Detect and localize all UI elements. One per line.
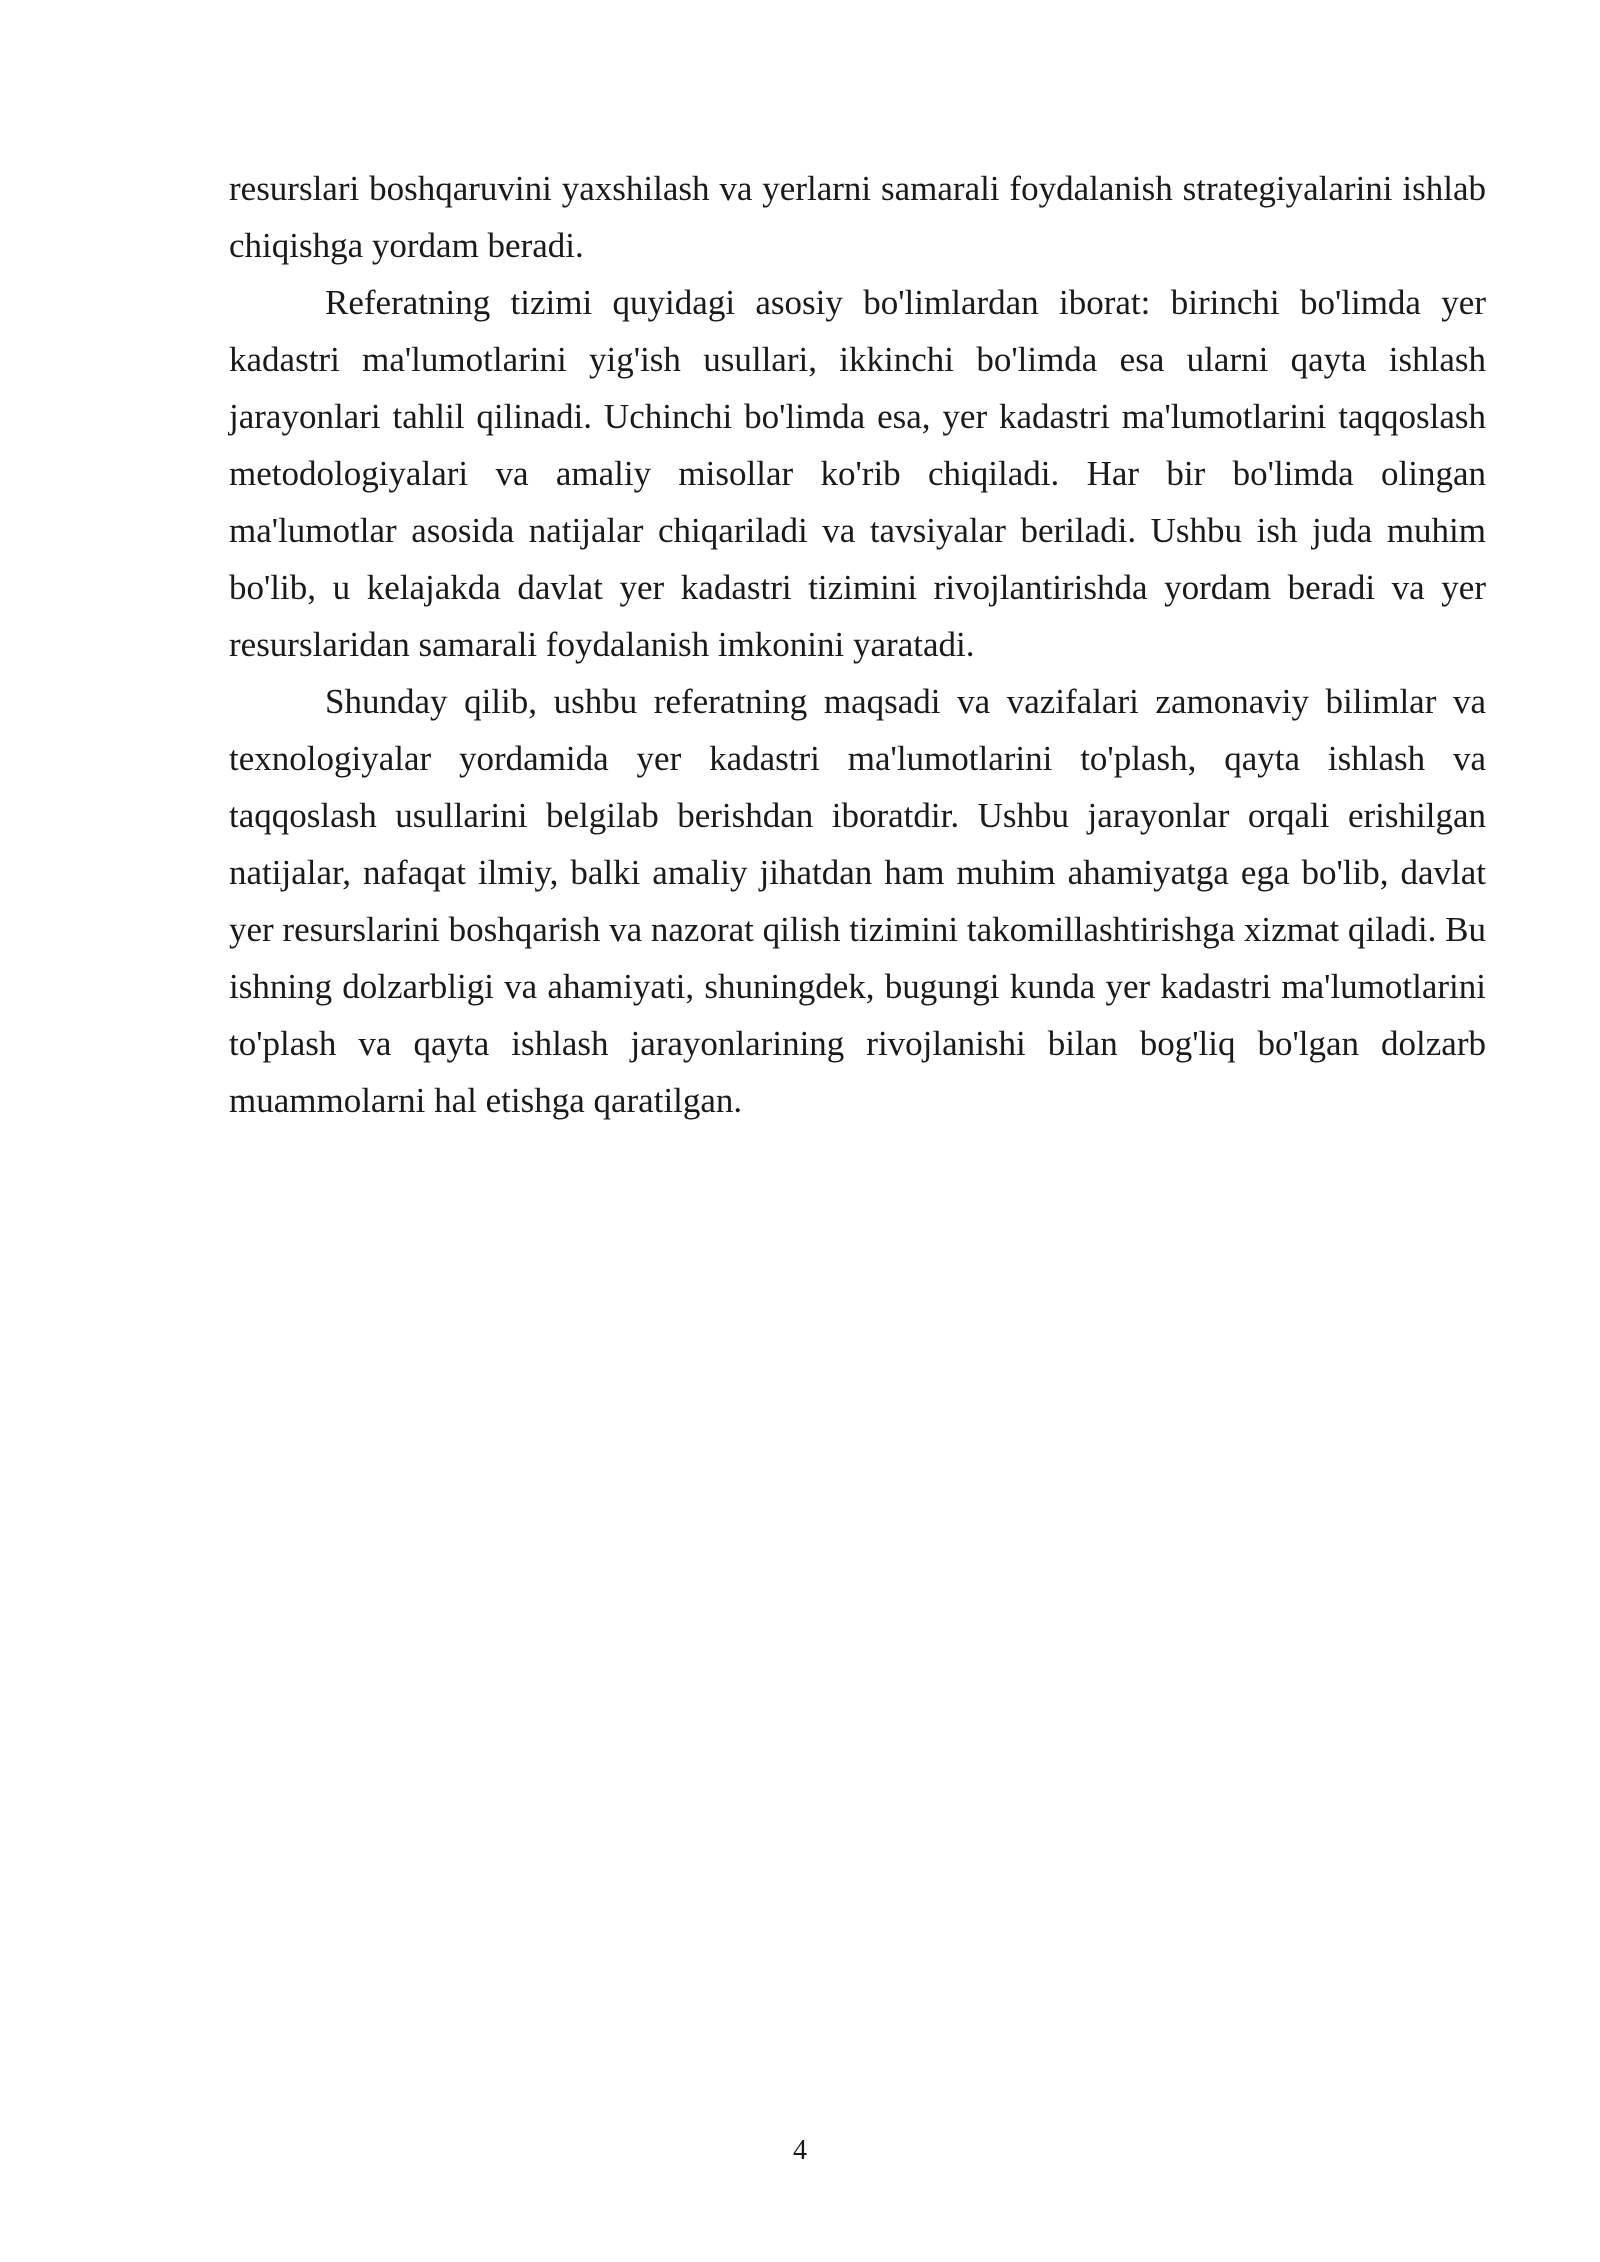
paragraph-continuation: resurslari boshqaruvini yaxshilash va yerlarni samarali foydalanish strategiyalarini ishlab chiqishga yordam beradi. [229, 169, 1486, 265]
paragraph-structure: Referatning tizimi quyidagi asosiy bo'limlardan iborat: birinchi bo'limda yer kadastri ma'lumotlarini yig'ish usullari, ikkinchi bo'limda esa ularni qayta ishlash jarayonlari tahlil qilinadi. Uchinchi bo'limda esa, yer kadastri ma'lumotlarini taqqoslash metodologiyalari va amaliy misollar ko'rib chiqiladi. Har bir bo'limda olingan ma'lumotlar asosida natijalar chiqariladi va tavsiyalar beriladi. Ushbu ish juda muhim bo'lib, u kelajakda davlat yer kadastri tizimini rivojlantirishda yordam beradi va yer resurslaridan samarali foydalanish imkonini yaratadi. [229, 283, 1486, 664]
page-number: 4 [793, 2135, 807, 2166]
paragraph-conclusion: Shunday qilib, ushbu referatning maqsadi va vazifalari zamonaviy bilimlar va texnologiyalar yordamida yer kadastri ma'lumotlarini to'plash, qayta ishlash va taqqoslash usullarini belgilab berishdan iboratdir. Ushbu jarayonlar orqali erishilgan natijalar, nafaqat ilmiy, balki amaliy jihatdan ham muhim ahamiyatga ega bo'lib, davlat yer resurslarini boshqarish va nazorat qilish tizimini takomillashtirishga xizmat qiladi. Bu ishning dolzarbligi va ahamiyati, shuningdek, bugungi kunda yer kadastri ma'lumotlarini to'plash va qayta ishlash jarayonlarining rivojlanishi bilan bog'liq bo'lgan dolzarb muammolarni hal etishga qaratilgan. [229, 682, 1486, 1120]
body-text [229, 160, 1486, 1129]
